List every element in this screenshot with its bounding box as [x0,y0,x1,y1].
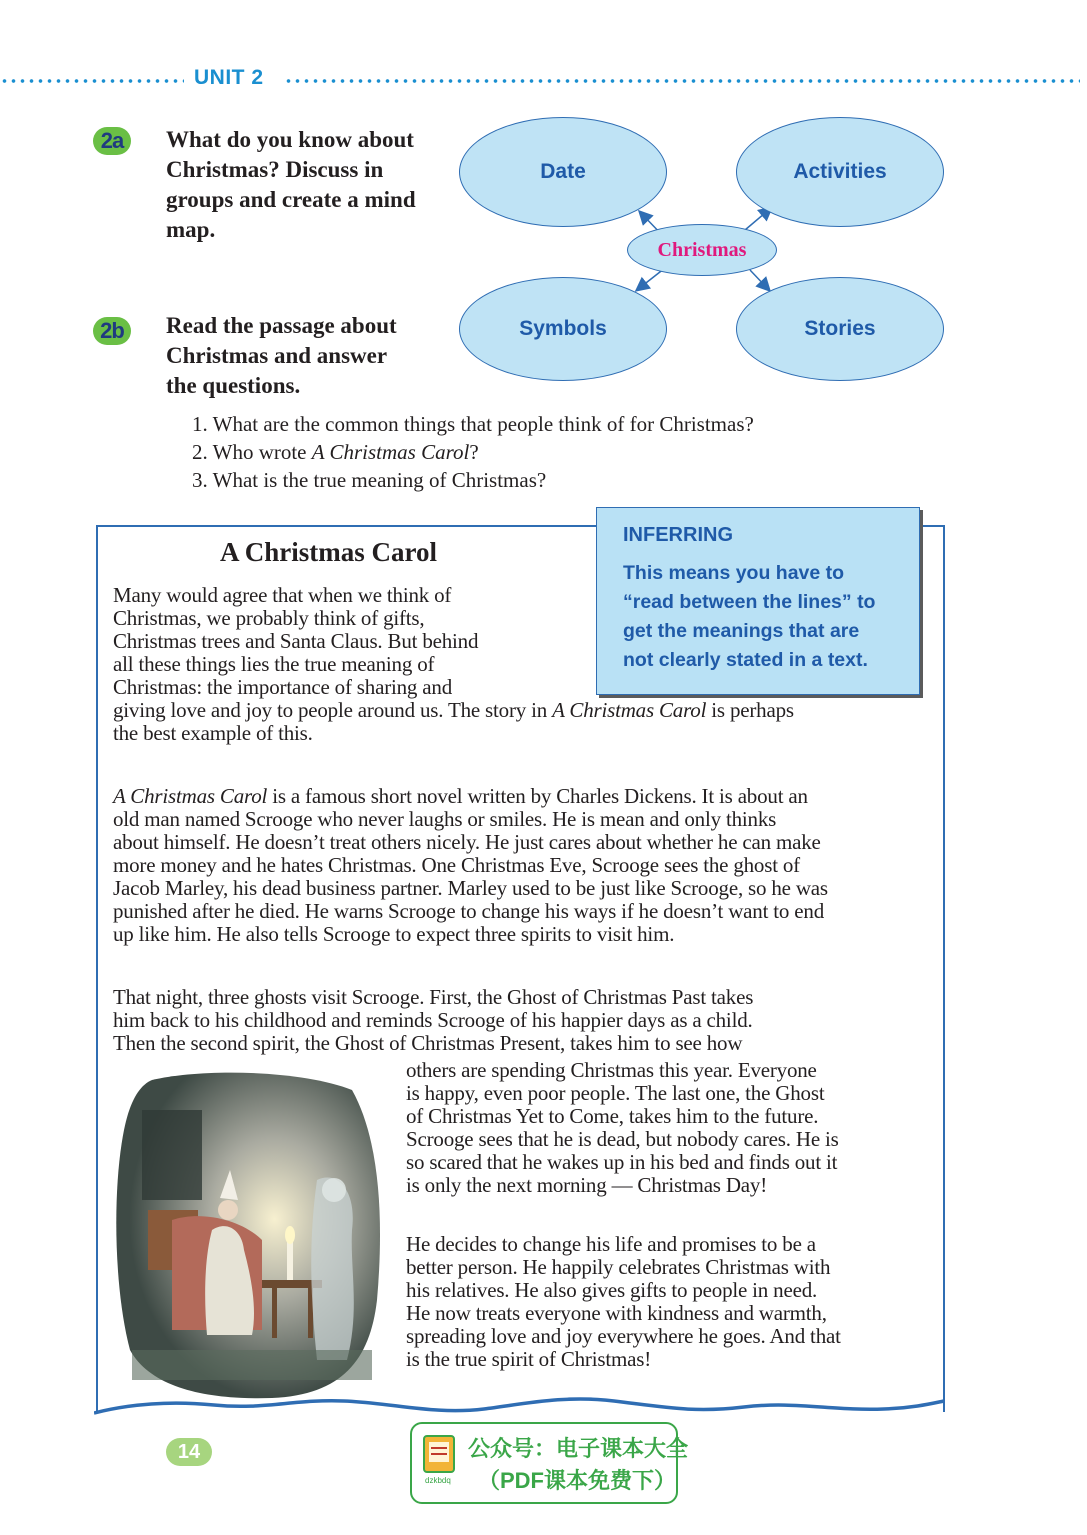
question-text: 2. Who wrote [192,440,312,464]
inferring-line: not clearly stated in a text. [623,649,868,671]
dotted-rule-right [284,79,1080,83]
passage-line: Christmas: the importance of sharing and [113,675,453,699]
inferring-tip-box [596,507,920,695]
task-2b-line: Read the passage about [166,313,397,338]
passage-line: him back to his childhood and reminds Scrooge of his happier days as a child. [113,1008,753,1032]
mind-map-center: Christmas [627,224,777,276]
passage-line: about himself. He doesn’t treat others nicely. He just cares about whether he can make [113,830,821,854]
passage-line: spreading love and joy everywhere he goes. And that [406,1324,841,1348]
inferring-body [623,559,905,675]
arrow-to-stories [750,270,769,290]
question-title-italic: A Christmas Carol [311,440,470,464]
passage-line: is only the next morning — Christmas Day! [406,1173,768,1197]
task-2b-line: Christmas and answer [166,343,388,368]
stamp-text-line2: （PDF课本免费下） [478,1468,677,1493]
passage-line: He decides to change his life and promises to be a [406,1232,816,1256]
inferring-line: get the meanings that are [623,620,860,642]
stamp-text-line1: 公众号：电子课本大全 [468,1436,689,1461]
question-text: 1. What are the common things that people think of for Christmas? [192,412,754,436]
book-title-italic: A Christmas Carol [552,698,707,722]
passage-line: punished after he died. He warns Scrooge to change his ways if he doesn’t want to end [113,899,824,923]
passage-line: He now treats everyone with kindness and warmth, [406,1301,827,1325]
passage-line: That night, three ghosts visit Scrooge. First, the Ghost of Christmas Past takes [113,985,754,1009]
question-item [192,438,754,466]
passage-line: Christmas, we probably think of gifts, [113,606,425,630]
passage-line [113,785,828,808]
question-text: 3. What is the true meaning of Christmas? [192,468,547,492]
christmas-mind-map [455,110,955,370]
passage-line: more money and he hates Christmas. One Christmas Eve, Scrooge sees the ghost of [113,853,800,877]
paragraph-4 [406,1233,841,1371]
passage-line: old man named Scrooge who never laughs or smiles. He is mean and only thinks [113,807,777,831]
task-2a-line: map. [166,217,216,242]
paragraph-3 [113,986,753,1055]
stamp-icon-caption: dzkbdq [425,1476,451,1485]
task-2b-line: the questions. [166,373,301,398]
passage-text: is a famous short novel written by Charles Dickens. It is about an [267,784,808,808]
mind-map-node-stories: Stories [736,277,944,381]
mind-map-node-date: Date [459,117,667,227]
passage-line: Many would agree that when we think of [113,583,452,607]
page-number: 14 [166,1438,212,1466]
inferring-line: “read between the lines” to [623,591,876,613]
passage-line: up like him. He also tells Scrooge to expect three spirits to visit him. [113,922,675,946]
passage-line: Christmas trees and Santa Claus. But behind [113,629,479,653]
book-title-italic: A Christmas Carol [113,784,268,808]
inferring-line: This means you have to [623,562,845,584]
passage-title: A Christmas Carol [220,537,438,567]
passage-text: is perhaps [706,698,794,722]
passage-line: better person. He happily celebrates Christmas with [406,1255,831,1279]
task-badge-2a: 2a [93,127,131,155]
passage-text: giving love and joy to people around us. The story in [113,698,553,722]
passage-line: Scrooge sees that he is dead, but nobody cares. He is [406,1127,839,1151]
unit-label: UNIT 2 [194,66,264,89]
inferring-title: INFERRING [623,524,733,546]
dotted-rule-left [0,79,184,83]
watermark-stamp [410,1422,689,1504]
passage-line: others are spending Christmas this year. Everyone [406,1058,817,1082]
paragraph-3-continued [406,1059,839,1197]
task-2a-line: What do you know about [166,127,414,152]
task-2a-instruction [166,125,416,245]
question-item [192,410,754,438]
passage-line: his relatives. He also gives gifts to people in need. [406,1278,818,1302]
passage-line: is happy, even poor people. The last one, the Ghost [406,1081,825,1105]
passage-line: Then the second spirit, the Ghost of Christmas Present, takes him to see how [113,1031,743,1055]
task-badge-2b: 2b [93,317,131,345]
task-2b-instruction [166,311,397,401]
question-list [192,410,754,494]
unit-header [0,66,1087,96]
task-2a-line: groups and create a mind [166,187,416,212]
passage-line [113,699,794,722]
mind-map-node-activities: Activities [736,117,944,227]
book-icon [422,1434,458,1486]
question-item [192,466,754,494]
scrooge-ghost-illustration [112,1070,387,1400]
passage-line: of Christmas Yet to Come, takes him to the future. [406,1104,819,1128]
passage-line: Jacob Marley, his dead business partner. Marley used to be just like Scrooge, so he was [113,876,828,900]
task-2a-line: Christmas? Discuss in [166,157,384,182]
paragraph-2 [113,785,828,946]
passage-line: so scared that he wakes up in his bed and finds out it [406,1150,838,1174]
mind-map-node-symbols: Symbols [459,277,667,381]
passage-line: all these things lies the true meaning of [113,652,435,676]
passage-line: is the true spirit of Christmas! [406,1347,651,1371]
question-text: ? [469,440,479,464]
passage-line: the best example of this. [113,721,313,745]
